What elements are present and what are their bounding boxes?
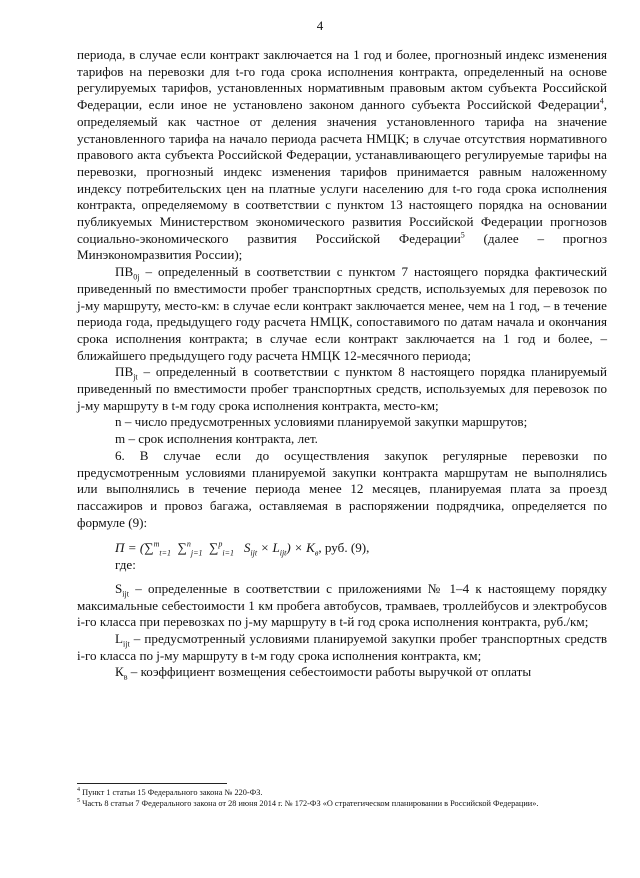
paragraph-n	[77, 414, 607, 431]
sum-symbol: ∑	[177, 540, 187, 556]
paragraph-m	[77, 431, 607, 448]
subscript: 0j	[133, 272, 140, 282]
text-run: 6. В случае если до осуществления закупок регулярные перевозки по предусмотренным условиями планируемой закупки контракта маршрутам не выполнялись или выполнялись в течение периода менее 12 месяцев, планируемая плата за проезд пассажиров и провоз багажа, оставляемая в распоряжении подрядчика, определяется по формуле (9):	[77, 447, 607, 530]
text-run: – определенный в соответствии с пунктом 8 настоящего порядка планируемый приведенный по вместимости пробег транспортных средств, используемых для перевозок по j-му маршруту в t-м году срока исполнения контракта, место-км;	[77, 364, 607, 413]
footnote-4	[77, 788, 607, 799]
footnote-text: Пункт 1 статьи 15 Федерального закона № 220-ФЗ.	[80, 788, 263, 797]
formula-sub: ijt	[250, 549, 258, 558]
formula-sup: p	[218, 540, 223, 550]
footnote-text: Часть 8 статьи 7 Федерального закона от 28 июня 2014 г. № 172-ФЗ «О стратегическом планировании в Российской Федерации».	[80, 798, 539, 808]
definition-lijt	[77, 631, 607, 664]
paragraph-pvjt	[77, 364, 607, 414]
subscript: в	[123, 672, 128, 682]
formula-symbol: S	[243, 540, 251, 556]
footnote-separator	[77, 783, 227, 784]
symbol: L	[115, 630, 123, 646]
formula-sub: ijt	[279, 549, 287, 558]
formula-sub: i=1	[222, 549, 234, 558]
formula-sup: n	[186, 540, 191, 550]
footnote-mark: 5	[77, 797, 80, 804]
paragraph-continuation	[77, 47, 607, 264]
text-run: – предусмотренный условиями планируемой закупки пробег транспортных средств i-го класса по j-му маршруту в t-м году срока исполнения контракта, км;	[77, 630, 607, 663]
sum-symbol: ∑	[144, 540, 154, 556]
where-label: где:	[115, 557, 136, 573]
formula-sub: в	[314, 549, 319, 558]
symbol: К	[115, 664, 124, 680]
formula-sub: t=1	[159, 549, 171, 558]
formula-unit: , руб. (9),	[318, 540, 370, 556]
text-run: – определенные в соответствии с приложениями № 1–4 к настоящему порядку максимальные себестоимости 1 км пробега автобусов, трамваев, троллейбусов и электробусов i-го класса при перевозках по j-му маршруту в t-й год срока исполнения контракта, руб./км;	[77, 580, 607, 630]
formula-9	[77, 540, 607, 557]
formula-symbol: K	[306, 540, 315, 556]
symbol: ПВ	[115, 264, 134, 280]
formula-op: = (	[124, 540, 145, 556]
formula-op: ) ×	[286, 540, 307, 556]
subscript: ijt	[122, 589, 129, 599]
subscript: jt	[133, 372, 138, 382]
symbol: ПВ	[115, 364, 134, 380]
text-run: – определенный в соответствии с пунктом 7 настоящего порядка фактический приведенный по вместимости пробег транспортных средств, используемых для перевозок по j-му маршруту, место-км: в случае если контракт заключается менее, чем на 1 год, – в течение периода года, предыдущего году расчета НМЦК, сопоставимого по датам начала и окончания срока исполнения контракта; в случае если контракт заключается на 1 год и более, – ближайшего предыдущего году расчета НМЦК 12-месячного периода;	[77, 264, 607, 363]
definition-sijt	[77, 581, 607, 631]
text-run: , определяемый как частное от деления значения установленного тарифа на значение установленного тарифа на начало периода расчета НМЦК; в случае отсутствия нормативного правового акта субъекта Российской Федерации, устанавливающего регулируемые тарифы на перевозки, прогнозный индекс изменения тарифов принимается равным наложенному индексу потребительских цен на платные услуги населению для t-го года срока исполнения контракта, определяемому в соответствии с пунктом 13 настоящего порядка на основании публикуемых Министерством экономического развития Российской Федерации прогнозов социально-экономического развития Российской Федерации	[77, 97, 607, 246]
footnote-ref: 5	[460, 230, 465, 240]
footnotes	[77, 788, 607, 809]
formula-symbol: L	[272, 540, 280, 556]
text-run: периода, в случае если контракт заключается на 1 год и более, прогнозный индекс изменения тарифов на перевозки для t-го года срока исполнения контракта, определенный на основе регулируемых тарифов, установленных нормативным правовым актом субъекта Российской Федерации, если иное не установлено законом данного субъекта Российской Федерации	[77, 47, 607, 113]
paragraph-6	[77, 448, 607, 532]
subscript: ijt	[123, 639, 130, 649]
document-body	[77, 47, 607, 681]
text-run: – коэффициент возмещения себестоимости работы выручкой от оплаты	[127, 664, 532, 680]
paragraph-pv0j	[77, 264, 607, 364]
formula-sub: j=1	[190, 549, 203, 558]
text-run: m – срок исполнения контракта, лет.	[115, 431, 318, 447]
text-run: n – число предусмотренных условиями планируемой закупки маршрутов;	[115, 414, 528, 430]
sum-symbol: ∑	[209, 540, 219, 556]
formula-op: ×	[257, 540, 273, 556]
formula-sup: m	[153, 540, 160, 550]
formula-symbol: П	[115, 540, 125, 556]
symbol: S	[115, 580, 123, 596]
footnote-5	[77, 799, 607, 810]
text-run: (далее – прогноз Минэкономразвития России);	[77, 230, 607, 263]
footnote-ref: 4	[599, 96, 604, 106]
definition-kv	[77, 664, 607, 681]
page-number: 4	[316, 18, 324, 33]
footnote-mark: 4	[77, 787, 80, 794]
